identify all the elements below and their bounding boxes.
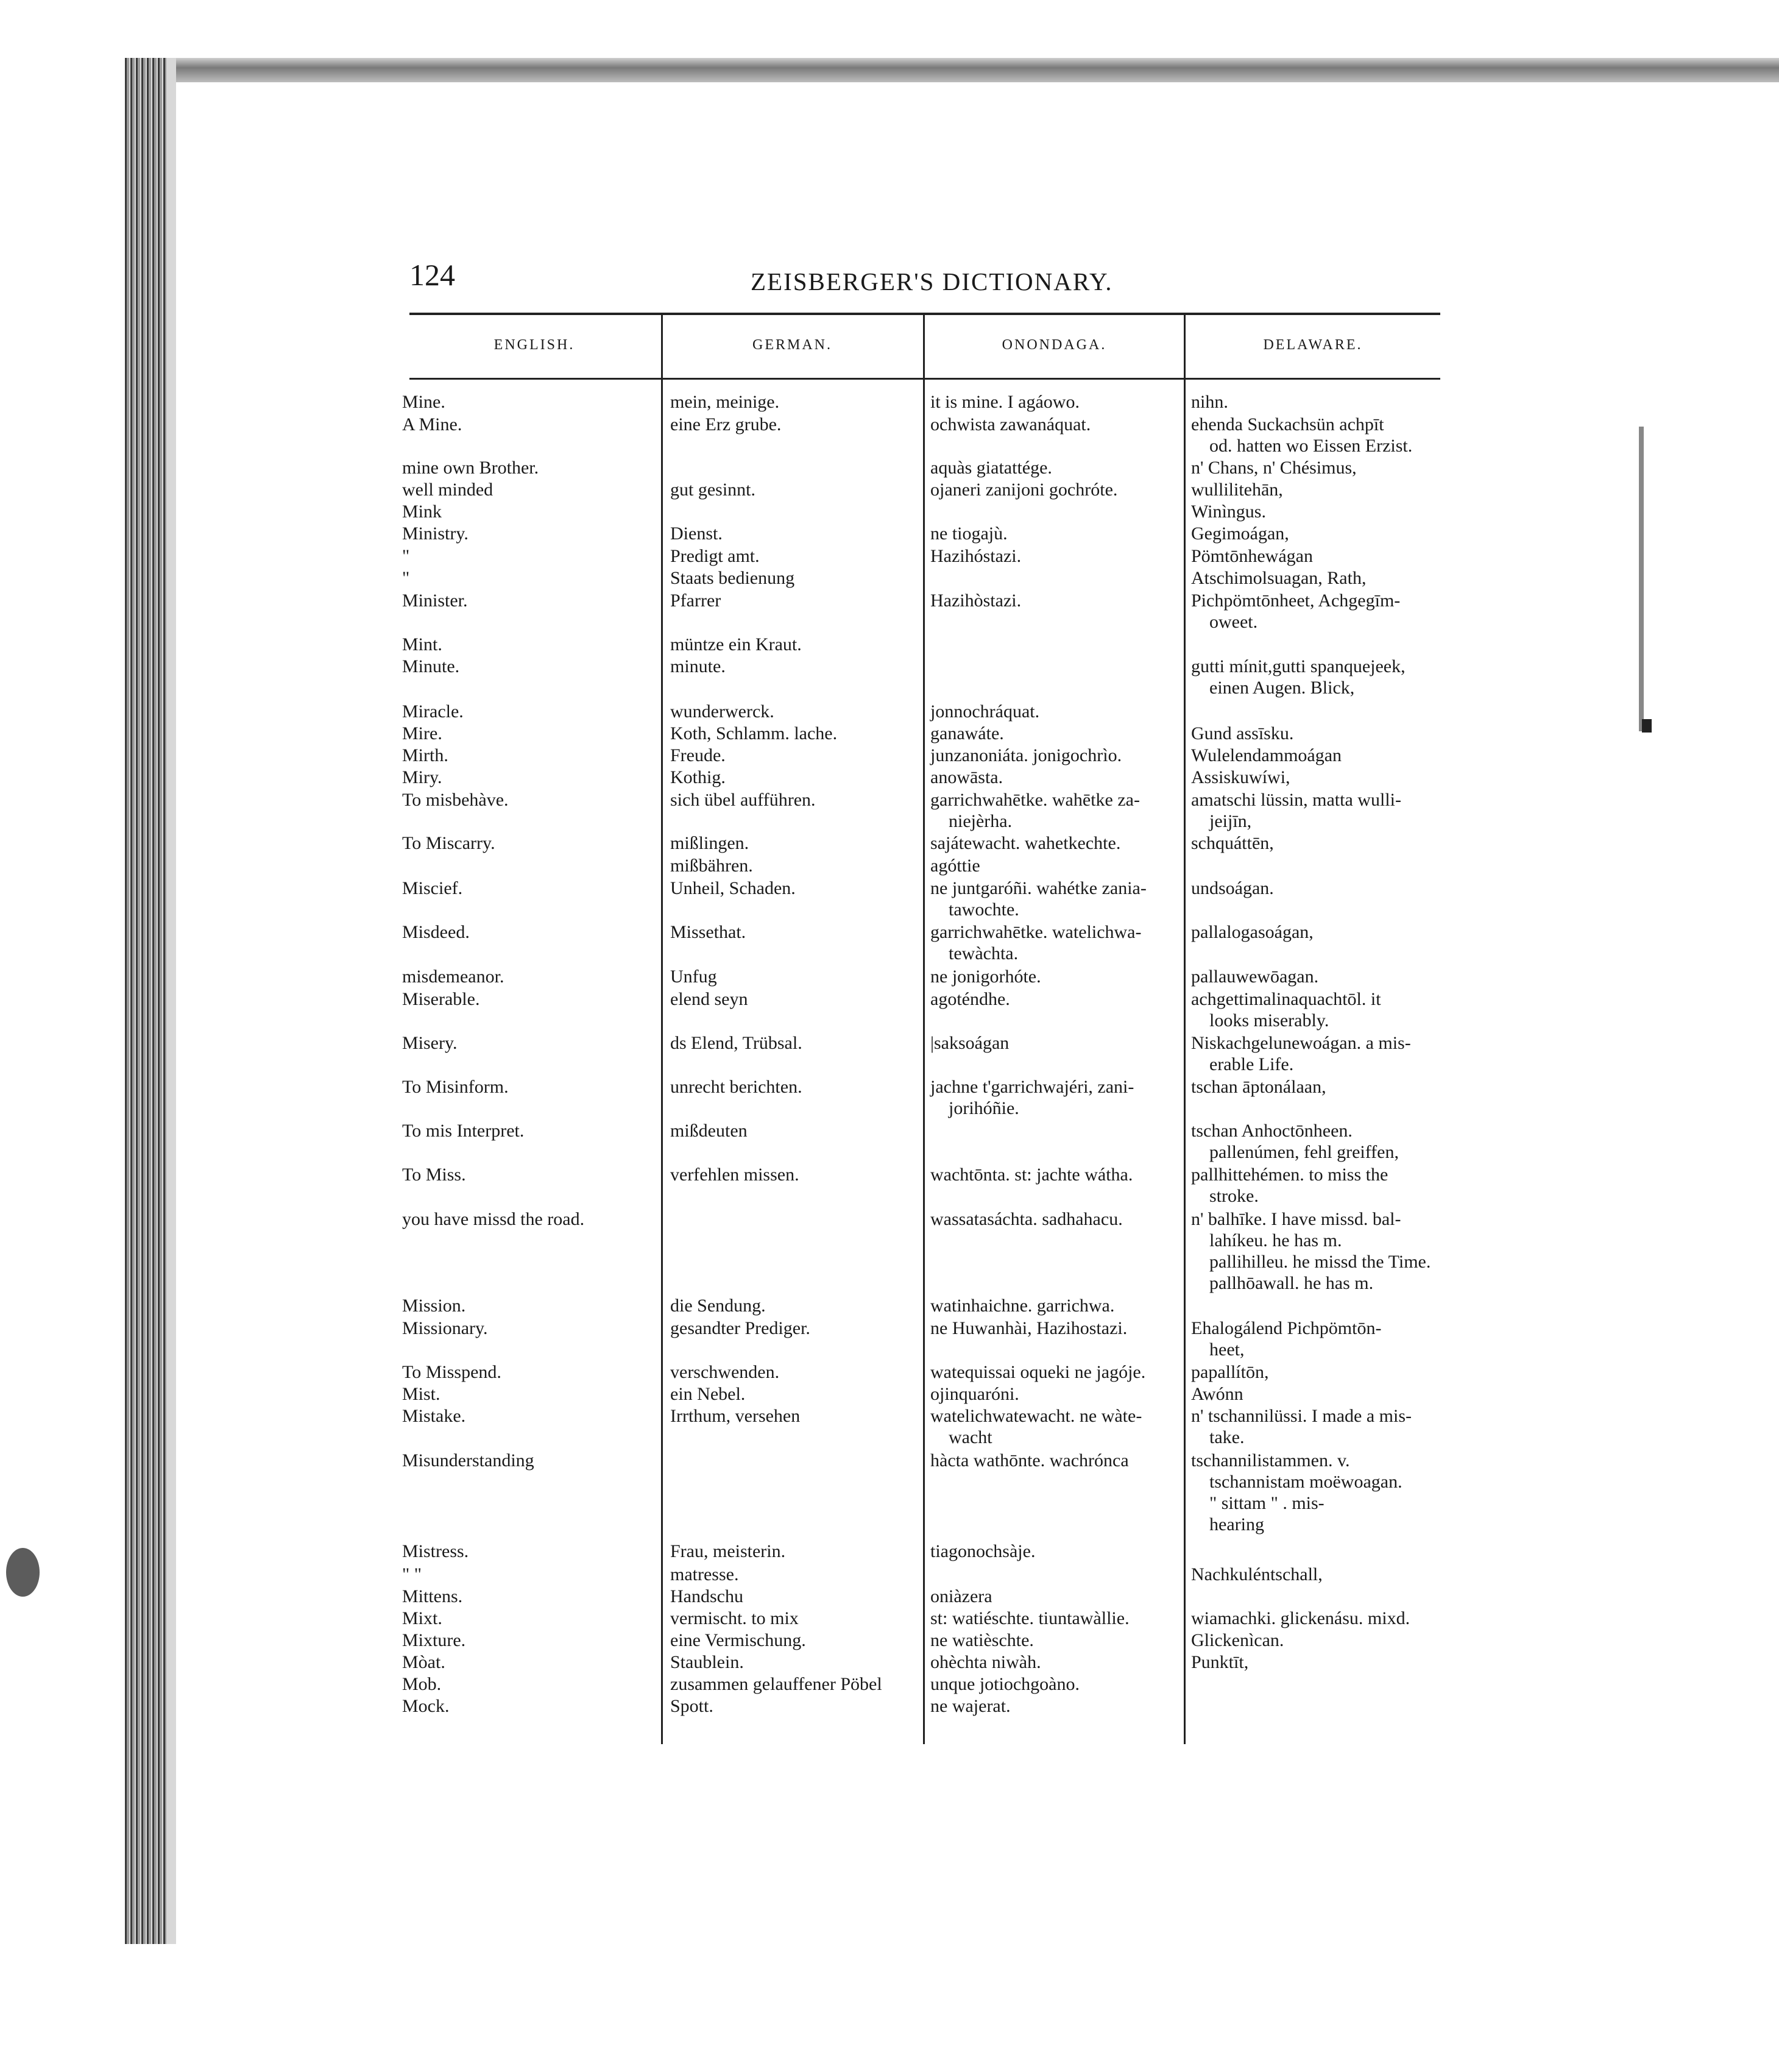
delaware-cell: nihn.: [1191, 392, 1228, 412]
delaware-cell: wiamachki. glickenásu. mixd.: [1191, 1608, 1410, 1628]
english-cell: mine own Brother.: [402, 458, 539, 478]
english-cell: To Miss.: [402, 1165, 466, 1185]
column-head-rule: [409, 378, 1440, 380]
onondaga-cell: oniàzera: [930, 1586, 992, 1606]
onondaga-cell: anowāsta.: [930, 767, 1003, 787]
german-cell: sich übel aufführen.: [670, 790, 816, 810]
english-cell: Miry.: [402, 767, 442, 787]
english-cell: ": [402, 546, 410, 566]
german-cell: vermischt. to mix: [670, 1608, 799, 1628]
german-cell: elend seyn: [670, 989, 748, 1009]
german-cell: mißdeuten: [670, 1121, 748, 1141]
delaware-cell: Punktīt,: [1191, 1652, 1249, 1672]
delaware-cell: gutti mínit,gutti spanquejeek, einen Augen. Blick,: [1191, 656, 1406, 698]
german-cell: Handschu: [670, 1586, 743, 1606]
english-cell: To misbehàve.: [402, 790, 509, 810]
delaware-cell: n' balhīke. I have missd. bal- lahíkeu. he has m. pallihilleu. he missd the Time. pallhōawall. he has m.: [1191, 1209, 1431, 1293]
delaware-cell: wullilitehān,: [1191, 480, 1283, 500]
english-cell: Mixture.: [402, 1630, 466, 1650]
onondaga-cell: ohèchta niwàh.: [930, 1652, 1041, 1672]
english-cell: Minute.: [402, 656, 460, 676]
column-divider: [923, 315, 925, 1744]
english-cell: A Mine.: [402, 414, 462, 435]
onondaga-cell: tiagonochsàje.: [930, 1541, 1036, 1561]
delaware-cell: ehenda Suckachsün achpīt od. hatten wo Eissen Erzist.: [1191, 414, 1413, 456]
scan-mark: [1642, 719, 1652, 733]
delaware-cell: pallhittehémen. to miss the stroke.: [1191, 1165, 1388, 1206]
german-cell: Staats bedienung: [670, 568, 795, 588]
english-cell: misdemeanor.: [402, 967, 504, 987]
delaware-cell: Pichpömtōnheet, Achgegīm- oweet.: [1191, 591, 1401, 632]
onondaga-cell: jonnochráquat.: [930, 701, 1040, 722]
english-cell: Mine.: [402, 392, 445, 412]
delaware-cell: n' Chans, n' Chésimus,: [1191, 458, 1357, 478]
german-cell: die Sendung.: [670, 1296, 766, 1316]
delaware-cell: Atschimolsuagan, Rath,: [1191, 568, 1367, 588]
english-cell: Mòat.: [402, 1652, 445, 1672]
delaware-cell: Wulelendammoágan: [1191, 745, 1342, 765]
delaware-cell: Gund assīsku.: [1191, 723, 1294, 743]
english-cell: ": [402, 568, 410, 588]
onondaga-cell: junzanoniáta. jonigochrìo.: [930, 745, 1122, 765]
english-cell: Mint.: [402, 634, 442, 655]
german-cell: Predigt amt.: [670, 546, 760, 566]
onondaga-cell: Hazihóstazi.: [930, 546, 1022, 566]
column-head-english: ENGLISH.: [493, 337, 575, 353]
onondaga-cell: ne jonigorhóte.: [930, 967, 1041, 987]
english-cell: Missionary.: [402, 1318, 488, 1338]
delaware-cell: achgettimalinaquachtōl. it looks miserably.: [1191, 989, 1381, 1031]
page-edge-top: [125, 58, 1779, 82]
german-cell: Irrthum, versehen: [670, 1406, 801, 1426]
page-edge-inner: [166, 58, 176, 1944]
german-cell: unrecht berichten.: [670, 1077, 802, 1097]
english-cell: Mire.: [402, 723, 442, 743]
english-cell: Miserable.: [402, 989, 480, 1009]
english-cell: Mixt.: [402, 1608, 442, 1628]
delaware-cell: Awónn: [1191, 1384, 1243, 1404]
onondaga-cell: watelichwatewacht. ne wàte- wacht: [930, 1406, 1142, 1447]
delaware-cell: Niskachgelunewoágan. a mis- erable Life.: [1191, 1033, 1411, 1074]
delaware-cell: undsoágan.: [1191, 878, 1274, 898]
page-number: 124: [409, 258, 455, 292]
delaware-cell: pallalogasoágan,: [1191, 922, 1314, 942]
onondaga-cell: ojaneri zanijoni gochróte.: [930, 480, 1118, 500]
onondaga-cell: agoténdhe.: [930, 989, 1010, 1009]
onondaga-cell: ne watièschte.: [930, 1630, 1034, 1650]
german-cell: ds Elend, Trübsal.: [670, 1033, 802, 1053]
onondaga-cell: agóttie: [930, 856, 980, 876]
onondaga-cell: unque jotiochgoàno.: [930, 1674, 1080, 1694]
german-cell: mißbähren.: [670, 856, 753, 876]
german-cell: verschwenden.: [670, 1362, 780, 1382]
german-cell: gut gesinnt.: [670, 480, 755, 500]
onondaga-cell: garrichwahētke. watelichwa- tewàchta.: [930, 922, 1142, 963]
delaware-cell: pallauwewōagan.: [1191, 967, 1319, 987]
english-cell: " ": [402, 1564, 422, 1584]
onondaga-cell: wachtōnta. st: jachte wátha.: [930, 1165, 1133, 1185]
german-cell: verfehlen missen.: [670, 1165, 799, 1185]
german-cell: zusammen gelauffener Pöbel: [670, 1674, 882, 1694]
onondaga-cell: ganawáte.: [930, 723, 1004, 743]
scan-smudge: [6, 1548, 40, 1597]
german-cell: Spott.: [670, 1696, 713, 1716]
delaware-cell: amatschi lüssin, matta wulli- jeijīn,: [1191, 790, 1401, 831]
page-edge-left: [125, 58, 166, 1944]
german-cell: mein, meinige.: [670, 392, 780, 412]
delaware-cell: tschan Anhoctōnheen. pallenúmen, fehl greiffen,: [1191, 1121, 1399, 1162]
onondaga-cell: ojinquaróni.: [930, 1384, 1019, 1404]
german-cell: wunderwerck.: [670, 701, 774, 722]
english-cell: To mis Interpret.: [402, 1121, 525, 1141]
german-cell: Missethat.: [670, 922, 746, 942]
onondaga-cell: wassatasáchta. sadhahacu.: [930, 1209, 1123, 1229]
english-cell: Mistress.: [402, 1541, 469, 1561]
onondaga-cell: jachne t'garrichwajéri, zani- jorihóñie.: [930, 1077, 1134, 1118]
english-cell: Miracle.: [402, 701, 464, 722]
english-cell: Mistake.: [402, 1406, 466, 1426]
german-cell: Staublein.: [670, 1652, 744, 1672]
onondaga-cell: watinhaichne. garrichwa.: [930, 1296, 1115, 1316]
onondaga-cell: ne wajerat.: [930, 1696, 1011, 1716]
german-cell: müntze ein Kraut.: [670, 634, 802, 655]
german-cell: gesandter Prediger.: [670, 1318, 810, 1338]
german-cell: matresse.: [670, 1564, 739, 1584]
delaware-cell: Ehalogálend Pichpömtōn- heet,: [1191, 1318, 1382, 1360]
delaware-cell: Gegimoágan,: [1191, 523, 1289, 544]
column-head-german: GERMAN.: [752, 337, 832, 353]
onondaga-cell: ne Huwanhài, Hazihostazi.: [930, 1318, 1128, 1338]
english-cell: To Misspend.: [402, 1362, 501, 1382]
onondaga-cell: ne juntgaróñi. wahétke zania- tawochte.: [930, 878, 1147, 920]
german-cell: Dienst.: [670, 523, 723, 544]
column-divider: [1184, 315, 1186, 1744]
onondaga-cell: watequissai oqueki ne jagóje.: [930, 1362, 1146, 1382]
german-cell: Freude.: [670, 745, 726, 765]
english-cell: Mittens.: [402, 1586, 463, 1606]
delaware-cell: Pömtōnhewágan: [1191, 546, 1313, 566]
english-cell: well minded: [402, 480, 493, 500]
column-head-delaware: DELAWARE.: [1263, 337, 1363, 353]
english-cell: Mist.: [402, 1384, 440, 1404]
english-cell: Misunderstanding: [402, 1450, 534, 1471]
delaware-cell: Assiskuwíwi,: [1191, 767, 1290, 787]
delaware-cell: Glickenìcan.: [1191, 1630, 1284, 1650]
header-rule: [409, 313, 1440, 315]
english-cell: To Misinform.: [402, 1077, 509, 1097]
delaware-cell: Nachkuléntschall,: [1191, 1564, 1323, 1584]
delaware-cell: n' tschannilüssi. I made a mis- take.: [1191, 1406, 1412, 1447]
onondaga-cell: ne tiogajù.: [930, 523, 1008, 544]
delaware-cell: schquáttēn,: [1191, 833, 1274, 853]
running-head: ZEISBERGER'S DICTIONARY.: [751, 268, 1113, 296]
onondaga-cell: Hazihòstazi.: [930, 591, 1022, 611]
german-cell: Koth, Schlamm. lache.: [670, 723, 838, 743]
delaware-cell: tschannilistammen. v. tschannistam moëwoagan. " sittam " . mis- hearing: [1191, 1450, 1402, 1534]
onondaga-cell: hàcta wathōnte. wachrónca: [930, 1450, 1129, 1471]
german-cell: Pfarrer: [670, 591, 721, 611]
german-cell: Frau, meisterin.: [670, 1541, 786, 1561]
english-cell: Misery.: [402, 1033, 458, 1053]
german-cell: ein Nebel.: [670, 1384, 746, 1404]
english-cell: Mission.: [402, 1296, 466, 1316]
onondaga-cell: sajátewacht. wahetkechte.: [930, 833, 1121, 853]
scan-mark: [1639, 427, 1644, 731]
english-cell: Mink: [402, 502, 442, 522]
english-cell: To Miscarry.: [402, 833, 495, 853]
delaware-cell: papallítōn,: [1191, 1362, 1269, 1382]
onondaga-cell: st: watiéschte. tiuntawàllie.: [930, 1608, 1130, 1628]
german-cell: Kothig.: [670, 767, 726, 787]
german-cell: eine Vermischung.: [670, 1630, 806, 1650]
english-cell: Mirth.: [402, 745, 448, 765]
german-cell: eine Erz grube.: [670, 414, 782, 435]
english-cell: Ministry.: [402, 523, 469, 544]
onondaga-cell: ochwista zawanáquat.: [930, 414, 1091, 435]
onondaga-cell: aquàs giatattége.: [930, 458, 1052, 478]
english-cell: Mock.: [402, 1696, 450, 1716]
english-cell: Miscief.: [402, 878, 463, 898]
onondaga-cell: it is mine. I agáowo.: [930, 392, 1080, 412]
english-cell: Minister.: [402, 591, 468, 611]
delaware-cell: tschan āptonálaan,: [1191, 1077, 1326, 1097]
english-cell: Misdeed.: [402, 922, 470, 942]
english-cell: you have missd the road.: [402, 1209, 585, 1229]
column-divider: [661, 315, 663, 1744]
onondaga-cell: |saksoágan: [930, 1033, 1010, 1053]
german-cell: Unfug: [670, 967, 717, 987]
delaware-cell: Winìngus.: [1191, 502, 1266, 522]
german-cell: Unheil, Schaden.: [670, 878, 796, 898]
german-cell: minute.: [670, 656, 726, 676]
column-head-onondaga: ONONDAGA.: [1002, 337, 1107, 353]
german-cell: mißlingen.: [670, 833, 749, 853]
english-cell: Mob.: [402, 1674, 442, 1694]
onondaga-cell: garrichwahētke. wahētke za- niejèrha.: [930, 790, 1140, 831]
